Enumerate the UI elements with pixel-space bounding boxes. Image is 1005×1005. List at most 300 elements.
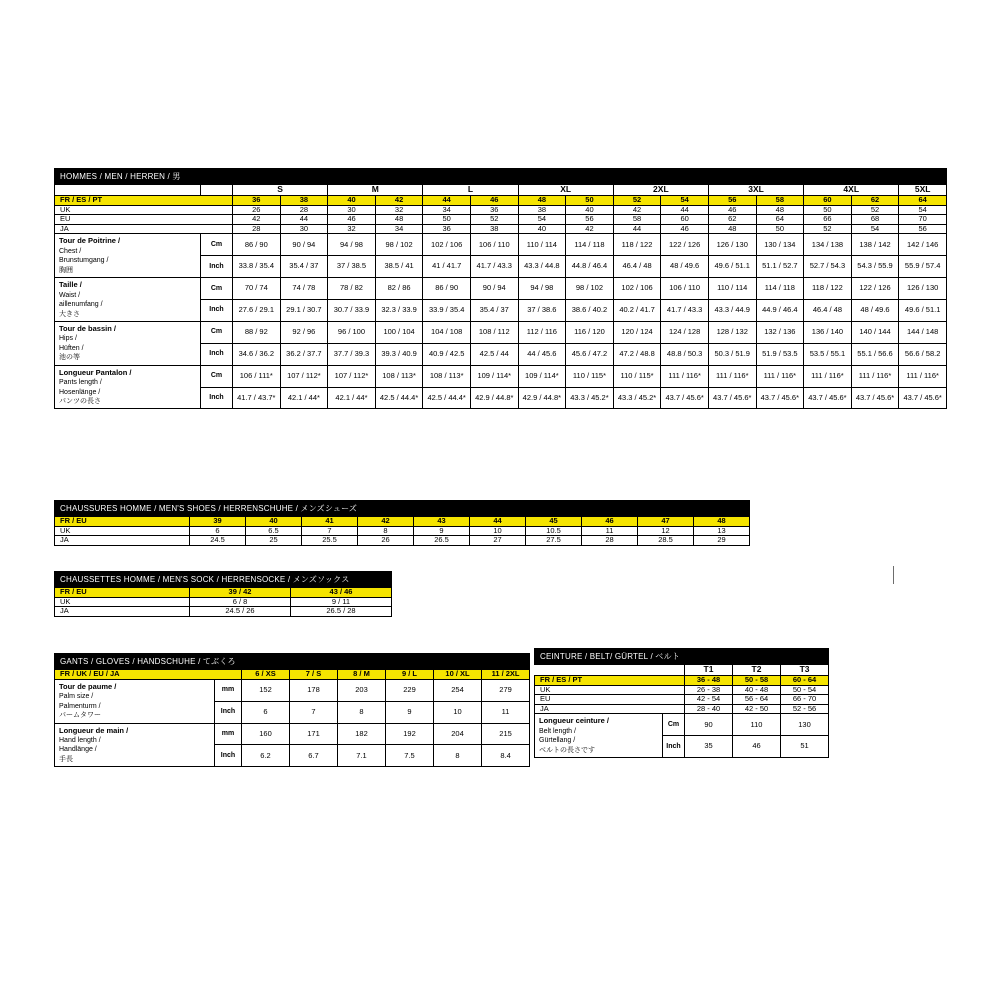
men-pants-cm-8: 110 / 115* xyxy=(613,365,661,387)
men-waist-cm-13: 122 / 126 xyxy=(851,278,899,300)
gloves-hand-mm-5: 215 xyxy=(482,723,530,745)
men-size-group-l: L xyxy=(423,185,518,196)
men-ja-14: 56 xyxy=(899,224,947,234)
men-measure-label-waist-l4: 大きさ xyxy=(59,310,80,318)
men-size-group-5xl: 5XL xyxy=(899,185,947,196)
belt-measure-l3: Gürtellang / xyxy=(539,737,576,745)
shoes-fr-6: 45 xyxy=(526,517,582,527)
men-unit-cm-pants: Cm xyxy=(201,365,233,387)
shoes-ja-4: 26.5 xyxy=(414,536,470,546)
gloves-hand-mm-1: 171 xyxy=(290,723,338,745)
men-ja-10: 48 xyxy=(708,224,756,234)
socks-header: CHAUSSETTES HOMME / MEN'S SOCK / HERRENSOCKE / メンズソックス xyxy=(55,572,392,588)
men-pants-in-14: 43.7 / 45.6* xyxy=(899,387,947,409)
men-hips-cm-6: 112 / 116 xyxy=(518,321,566,343)
shoes-fr-5: 44 xyxy=(470,517,526,527)
men-waist-in-0: 27.6 / 29.1 xyxy=(233,300,281,322)
men-ja-11: 50 xyxy=(756,224,804,234)
men-waist-cm-3: 82 / 86 xyxy=(375,278,423,300)
shoes-ja-7: 28 xyxy=(582,536,638,546)
men-chest-in-10: 49.6 / 51.1 xyxy=(708,256,756,278)
table-row xyxy=(55,224,947,234)
gloves-hand-l4: 手長 xyxy=(59,755,73,763)
belt-spacer-cell-2 xyxy=(663,665,685,676)
men-measure-label-chest-l1: Tour de Poitrine / xyxy=(59,236,121,246)
men-waist-cm-8: 102 / 106 xyxy=(613,278,661,300)
men-pants-in-3: 42.5 / 44.4* xyxy=(375,387,423,409)
men-ja-7: 42 xyxy=(566,224,614,234)
men-fr-2: 40 xyxy=(328,195,376,205)
belt-fr-0: 36 - 48 xyxy=(685,675,733,685)
belt-len-in-2: 51 xyxy=(781,736,829,758)
shoes-uk-5: 10 xyxy=(470,526,526,536)
men-fr-8: 52 xyxy=(613,195,661,205)
men-measure-label-pants-l4: パンツの長さ xyxy=(59,398,101,406)
men-pants-cm-0: 106 / 111* xyxy=(233,365,281,387)
men-pants-cm-2: 107 / 112* xyxy=(328,365,376,387)
shoes-fr-9: 48 xyxy=(694,517,750,527)
belt-uk-2: 50 - 54 xyxy=(781,685,829,695)
gloves-palm-mm-2: 203 xyxy=(338,679,386,701)
men-waist-cm-4: 86 / 90 xyxy=(423,278,471,300)
men-hips-cm-13: 140 / 144 xyxy=(851,321,899,343)
belt-eu-1: 56 - 64 xyxy=(733,695,781,705)
men-waist-in-6: 37 / 38.6 xyxy=(518,300,566,322)
men-measure-label-waist-l1: Taille / xyxy=(59,280,82,290)
men-chest-cm-0: 86 / 90 xyxy=(233,234,281,256)
men-pants-in-2: 42.1 / 44* xyxy=(328,387,376,409)
gloves-hand-mm-2: 182 xyxy=(338,723,386,745)
men-pants-cm-4: 108 / 113* xyxy=(423,365,471,387)
table-row xyxy=(55,365,947,387)
men-waist-cm-14: 126 / 130 xyxy=(899,278,947,300)
men-chest-cm-14: 142 / 146 xyxy=(899,234,947,256)
men-ja-5: 38 xyxy=(470,224,518,234)
men-measure-label-waist-l2: Waist / xyxy=(59,291,81,299)
men-waist-in-8: 40.2 / 41.7 xyxy=(613,300,661,322)
men-fr-1: 38 xyxy=(280,195,328,205)
men-fr-13: 62 xyxy=(851,195,899,205)
gloves-size-4: 10 / XL xyxy=(434,670,482,680)
shoes-uk-9: 13 xyxy=(694,526,750,536)
men-pants-in-10: 43.7 / 45.6* xyxy=(708,387,756,409)
belt-header: CEINTURE / BELT/ GÜRTEL / ベルト xyxy=(535,649,829,665)
belt-size-t2: T2 xyxy=(733,665,781,676)
shoes-fr-3: 42 xyxy=(358,517,414,527)
men-chest-cm-8: 118 / 122 xyxy=(613,234,661,256)
men-waist-in-2: 30.7 / 33.9 xyxy=(328,300,376,322)
men-chest-in-5: 41.7 / 43.3 xyxy=(470,256,518,278)
men-waist-in-11: 44.9 / 46.4 xyxy=(756,300,804,322)
men-eu-11: 64 xyxy=(756,215,804,225)
socks-fr-1: 43 / 46 xyxy=(291,588,392,598)
men-measure-label-pants xyxy=(55,365,201,409)
table-row xyxy=(535,714,829,736)
men-waist-cm-11: 114 / 118 xyxy=(756,278,804,300)
gloves-size-2: 8 / M xyxy=(338,670,386,680)
table-row xyxy=(55,607,392,617)
gloves-palm-l1: Tour de paume / xyxy=(59,681,117,691)
men-pants-cm-1: 107 / 112* xyxy=(280,365,328,387)
men-fr-14: 64 xyxy=(899,195,947,205)
men-pants-in-0: 41.7 / 43.7* xyxy=(233,387,281,409)
men-hips-cm-0: 88 / 92 xyxy=(233,321,281,343)
men-chest-cm-4: 102 / 106 xyxy=(423,234,471,256)
men-chest-cm-10: 126 / 130 xyxy=(708,234,756,256)
socks-ja-0: 24.5 / 26 xyxy=(190,607,291,617)
men-pants-cm-13: 111 / 116* xyxy=(851,365,899,387)
belt-table-block xyxy=(534,648,828,758)
shoes-fr-7: 46 xyxy=(582,517,638,527)
men-hips-in-8: 47.2 / 48.8 xyxy=(613,343,661,365)
men-pants-in-12: 43.7 / 45.6* xyxy=(804,387,852,409)
men-ja-9: 46 xyxy=(661,224,709,234)
men-ja-8: 44 xyxy=(613,224,661,234)
socks-row-label-fr-eu: FR / EU xyxy=(55,588,190,598)
men-unit-inch-hips: Inch xyxy=(201,343,233,365)
men-unit-cm-hips: Cm xyxy=(201,321,233,343)
men-ja-13: 54 xyxy=(851,224,899,234)
belt-measure-label xyxy=(535,714,663,758)
men-hips-cm-9: 124 / 128 xyxy=(661,321,709,343)
men-eu-5: 52 xyxy=(470,215,518,225)
men-measure-label-chest-l2: Chest / xyxy=(59,247,82,255)
shoes-row-label-ja: JA xyxy=(55,536,190,546)
men-chest-in-9: 48 / 49.6 xyxy=(661,256,709,278)
men-chest-in-8: 46.4 / 48 xyxy=(613,256,661,278)
gloves-palm-in-0: 6 xyxy=(242,701,290,723)
gloves-hand-mm-0: 160 xyxy=(242,723,290,745)
gloves-hand-in-1: 6.7 xyxy=(290,745,338,767)
gloves-palm-l4: パームタワー xyxy=(59,712,101,720)
men-measure-label-chest-l3: Brunstumgang / xyxy=(59,257,109,265)
men-ja-0: 28 xyxy=(233,224,281,234)
gloves-hand-mm-3: 192 xyxy=(386,723,434,745)
gloves-unit-mm-palm: mm xyxy=(215,679,242,701)
shoes-uk-1: 6.5 xyxy=(246,526,302,536)
men-waist-in-12: 46.4 / 48 xyxy=(804,300,852,322)
men-waist-cm-0: 70 / 74 xyxy=(233,278,281,300)
men-ja-4: 36 xyxy=(423,224,471,234)
gloves-hand-l2: Hand length / xyxy=(59,737,101,744)
men-hips-in-9: 48.8 / 50.3 xyxy=(661,343,709,365)
men-hips-in-6: 44 / 45.6 xyxy=(518,343,566,365)
men-waist-cm-10: 110 / 114 xyxy=(708,278,756,300)
gloves-palm-in-3: 9 xyxy=(386,701,434,723)
men-hips-cm-3: 100 / 104 xyxy=(375,321,423,343)
belt-table xyxy=(534,648,829,758)
men-uk-10: 46 xyxy=(708,205,756,215)
table-row xyxy=(535,675,829,685)
belt-len-cm-1: 110 xyxy=(733,714,781,736)
men-pants-cm-11: 111 / 116* xyxy=(756,365,804,387)
shoes-fr-2: 41 xyxy=(302,517,358,527)
men-uk-0: 26 xyxy=(233,205,281,215)
gloves-sizes-label: FR / UK / EU / JA xyxy=(55,670,242,680)
men-eu-10: 62 xyxy=(708,215,756,225)
men-measure-label-pants-l2: Pants length / xyxy=(59,379,102,387)
men-uk-7: 40 xyxy=(566,205,614,215)
men-hips-cm-1: 92 / 96 xyxy=(280,321,328,343)
men-ja-2: 32 xyxy=(328,224,376,234)
socks-fr-0: 39 / 42 xyxy=(190,588,291,598)
men-spacer-cell xyxy=(55,185,201,196)
shoes-ja-3: 26 xyxy=(358,536,414,546)
gloves-palm-mm-5: 279 xyxy=(482,679,530,701)
men-hips-cm-8: 120 / 124 xyxy=(613,321,661,343)
men-hips-cm-10: 128 / 132 xyxy=(708,321,756,343)
belt-size-t3: T3 xyxy=(781,665,829,676)
shoes-uk-2: 7 xyxy=(302,526,358,536)
mens-socks-table xyxy=(54,571,392,617)
men-fr-11: 58 xyxy=(756,195,804,205)
men-measure-label-pants-l1: Longueur Pantalon / xyxy=(59,367,132,377)
men-eu-1: 44 xyxy=(280,215,328,225)
gloves-palm-mm-4: 254 xyxy=(434,679,482,701)
men-pants-cm-6: 109 / 114* xyxy=(518,365,566,387)
shoes-ja-0: 24.5 xyxy=(190,536,246,546)
men-size-group-s: S xyxy=(233,185,328,196)
shoes-uk-3: 8 xyxy=(358,526,414,536)
men-unit-cm-chest: Cm xyxy=(201,234,233,256)
men-hips-in-12: 53.5 / 55.1 xyxy=(804,343,852,365)
men-fr-12: 60 xyxy=(804,195,852,205)
shoes-ja-6: 27.5 xyxy=(526,536,582,546)
men-pants-cm-9: 111 / 116* xyxy=(661,365,709,387)
men-measure-label-chest xyxy=(55,234,201,278)
men-eu-0: 42 xyxy=(233,215,281,225)
mens-shoes-table xyxy=(54,500,750,546)
gloves-hand-in-5: 8.4 xyxy=(482,745,530,767)
table-row xyxy=(55,588,392,598)
men-eu-13: 68 xyxy=(851,215,899,225)
gloves-hand-mm-4: 204 xyxy=(434,723,482,745)
socks-row-label-uk: UK xyxy=(55,597,190,607)
men-eu-6: 54 xyxy=(518,215,566,225)
men-uk-8: 42 xyxy=(613,205,661,215)
men-fr-4: 44 xyxy=(423,195,471,205)
table-row xyxy=(55,536,750,546)
shoes-row-label-uk: UK xyxy=(55,526,190,536)
table-row xyxy=(55,215,947,225)
gloves-palm-mm-3: 229 xyxy=(386,679,434,701)
shoes-uk-6: 10.5 xyxy=(526,526,582,536)
men-chest-cm-3: 98 / 102 xyxy=(375,234,423,256)
men-uk-2: 30 xyxy=(328,205,376,215)
gloves-unit-inch-hand: Inch xyxy=(215,745,242,767)
belt-size-t1: T1 xyxy=(685,665,733,676)
belt-measure-l1: Longueur ceinture / xyxy=(539,716,610,726)
men-measure-label-hips-l1: Tour de bassin / xyxy=(59,323,116,333)
men-fr-5: 46 xyxy=(470,195,518,205)
men-measure-label-hips-l3: Hüften / xyxy=(59,344,84,352)
socks-row-label-ja: JA xyxy=(55,607,190,617)
men-hips-cm-5: 108 / 112 xyxy=(470,321,518,343)
shoes-ja-1: 25 xyxy=(246,536,302,546)
men-hips-in-0: 34.6 / 36.2 xyxy=(233,343,281,365)
men-uk-6: 38 xyxy=(518,205,566,215)
men-pants-in-1: 42.1 / 44* xyxy=(280,387,328,409)
table-row xyxy=(535,685,829,695)
men-size-group-2xl: 2XL xyxy=(613,185,708,196)
men-measure-label-waist xyxy=(55,278,201,322)
gloves-palm-in-4: 10 xyxy=(434,701,482,723)
men-size-group-xl: XL xyxy=(518,185,613,196)
shoes-uk-0: 6 xyxy=(190,526,246,536)
gloves-table xyxy=(54,653,530,767)
men-chest-in-14: 55.9 / 57.4 xyxy=(899,256,947,278)
table-row xyxy=(55,321,947,343)
socks-ja-1: 26.5 / 28 xyxy=(291,607,392,617)
table-row xyxy=(55,195,947,205)
men-eu-7: 56 xyxy=(566,215,614,225)
belt-len-in-1: 46 xyxy=(733,736,781,758)
men-hips-in-2: 37.7 / 39.3 xyxy=(328,343,376,365)
shoes-uk-4: 9 xyxy=(414,526,470,536)
gloves-palm-l3: Palmenturm / xyxy=(59,702,101,710)
men-hips-cm-7: 116 / 120 xyxy=(566,321,614,343)
table-row xyxy=(55,205,947,215)
men-pants-in-7: 43.3 / 45.2* xyxy=(566,387,614,409)
table-row xyxy=(535,665,829,676)
shoes-row-label-fr-eu: FR / EU xyxy=(55,517,190,527)
men-chest-cm-9: 122 / 126 xyxy=(661,234,709,256)
men-hips-in-7: 45.6 / 47.2 xyxy=(566,343,614,365)
shoes-ja-2: 25.5 xyxy=(302,536,358,546)
belt-spacer-cell xyxy=(535,665,663,676)
men-uk-4: 34 xyxy=(423,205,471,215)
men-pants-in-8: 43.3 / 45.2* xyxy=(613,387,661,409)
men-pants-in-13: 43.7 / 45.6* xyxy=(851,387,899,409)
men-chest-in-2: 37 / 38.5 xyxy=(328,256,376,278)
men-chest-in-7: 44.8 / 46.4 xyxy=(566,256,614,278)
men-waist-cm-9: 106 / 110 xyxy=(661,278,709,300)
men-waist-in-3: 32.3 / 33.9 xyxy=(375,300,423,322)
men-uk-14: 54 xyxy=(899,205,947,215)
table-row xyxy=(535,704,829,714)
men-uk-3: 32 xyxy=(375,205,423,215)
gloves-palm-mm-0: 152 xyxy=(242,679,290,701)
gloves-hand-l3: Handlänge / xyxy=(59,746,97,754)
men-size-table xyxy=(54,168,947,409)
men-uk-1: 28 xyxy=(280,205,328,215)
men-pants-cm-7: 110 / 115* xyxy=(566,365,614,387)
gloves-palm-in-5: 11 xyxy=(482,701,530,723)
men-hips-in-5: 42.5 / 44 xyxy=(470,343,518,365)
men-measure-label-hips-l4: 池の等 xyxy=(59,354,80,362)
shoes-uk-8: 12 xyxy=(638,526,694,536)
men-size-table-block xyxy=(54,168,947,409)
men-uk-12: 50 xyxy=(804,205,852,215)
men-chest-cm-11: 130 / 134 xyxy=(756,234,804,256)
men-waist-in-1: 29.1 / 30.7 xyxy=(280,300,328,322)
shoes-fr-0: 39 xyxy=(190,517,246,527)
shoes-ja-5: 27 xyxy=(470,536,526,546)
table-row xyxy=(55,517,750,527)
men-row-label-eu: EU xyxy=(55,215,233,225)
men-chest-in-3: 38.5 / 41 xyxy=(375,256,423,278)
men-size-group-4xl: 4XL xyxy=(804,185,899,196)
gloves-unit-mm-hand: mm xyxy=(215,723,242,745)
men-hips-cm-2: 96 / 100 xyxy=(328,321,376,343)
men-hips-in-4: 40.9 / 42.5 xyxy=(423,343,471,365)
men-uk-13: 52 xyxy=(851,205,899,215)
men-hips-cm-11: 132 / 136 xyxy=(756,321,804,343)
men-ja-12: 52 xyxy=(804,224,852,234)
belt-eu-0: 42 - 54 xyxy=(685,695,733,705)
belt-eu-2: 66 - 70 xyxy=(781,695,829,705)
gloves-table-block xyxy=(54,653,529,767)
men-measure-label-hips xyxy=(55,321,201,365)
men-row-label-uk: UK xyxy=(55,205,233,215)
table-row xyxy=(55,526,750,536)
belt-measure-l4: ベルトの長さです xyxy=(539,746,595,754)
men-hips-in-11: 51.9 / 53.5 xyxy=(756,343,804,365)
men-chest-cm-6: 110 / 114 xyxy=(518,234,566,256)
men-waist-cm-5: 90 / 94 xyxy=(470,278,518,300)
gloves-size-5: 11 / 2XL xyxy=(482,670,530,680)
men-uk-9: 44 xyxy=(661,205,709,215)
men-chest-cm-7: 114 / 118 xyxy=(566,234,614,256)
men-measure-label-hips-l2: Hips / xyxy=(59,335,77,343)
gloves-size-1: 7 / S xyxy=(290,670,338,680)
belt-row-label-ja: JA xyxy=(535,704,685,714)
men-fr-7: 50 xyxy=(566,195,614,205)
gloves-hand-l1: Longueur de main / xyxy=(59,725,129,735)
belt-row-label-uk: UK xyxy=(535,685,685,695)
men-chest-in-0: 33.8 / 35.4 xyxy=(233,256,281,278)
men-waist-in-5: 35.4 / 37 xyxy=(470,300,518,322)
shoes-uk-7: 11 xyxy=(582,526,638,536)
belt-unit-inch: Inch xyxy=(663,736,685,758)
gloves-palm-l2: Palm size / xyxy=(59,693,94,701)
belt-len-in-0: 35 xyxy=(685,736,733,758)
men-pants-in-4: 42.5 / 44.4* xyxy=(423,387,471,409)
men-chest-in-6: 43.3 / 44.8 xyxy=(518,256,566,278)
men-fr-6: 48 xyxy=(518,195,566,205)
men-chest-cm-5: 106 / 110 xyxy=(470,234,518,256)
men-eu-2: 46 xyxy=(328,215,376,225)
belt-row-label-fr: FR / ES / PT xyxy=(535,675,685,685)
men-pants-cm-3: 108 / 113* xyxy=(375,365,423,387)
men-hips-in-10: 50.3 / 51.9 xyxy=(708,343,756,365)
men-uk-5: 36 xyxy=(470,205,518,215)
men-fr-0: 36 xyxy=(233,195,281,205)
men-waist-in-14: 49.6 / 51.1 xyxy=(899,300,947,322)
belt-fr-1: 50 - 58 xyxy=(733,675,781,685)
shoes-fr-4: 43 xyxy=(414,517,470,527)
men-chest-in-1: 35.4 / 37 xyxy=(280,256,328,278)
table-row xyxy=(55,723,530,745)
men-waist-cm-2: 78 / 82 xyxy=(328,278,376,300)
men-eu-8: 58 xyxy=(613,215,661,225)
men-pants-cm-10: 111 / 116* xyxy=(708,365,756,387)
men-unit-inch-chest: Inch xyxy=(201,256,233,278)
men-fr-9: 54 xyxy=(661,195,709,205)
men-chest-in-12: 52.7 / 54.3 xyxy=(804,256,852,278)
belt-measure-l2: Belt length / xyxy=(539,727,576,735)
socks-uk-0: 6 / 8 xyxy=(190,597,291,607)
men-chest-cm-2: 94 / 98 xyxy=(328,234,376,256)
men-chest-cm-13: 138 / 142 xyxy=(851,234,899,256)
men-eu-14: 70 xyxy=(899,215,947,225)
men-row-label-ja: JA xyxy=(55,224,233,234)
men-chest-in-13: 54.3 / 55.9 xyxy=(851,256,899,278)
men-size-group-m: M xyxy=(328,185,423,196)
gloves-palm-mm-1: 178 xyxy=(290,679,338,701)
belt-ja-1: 42 - 50 xyxy=(733,704,781,714)
men-pants-in-11: 43.7 / 45.6* xyxy=(756,387,804,409)
